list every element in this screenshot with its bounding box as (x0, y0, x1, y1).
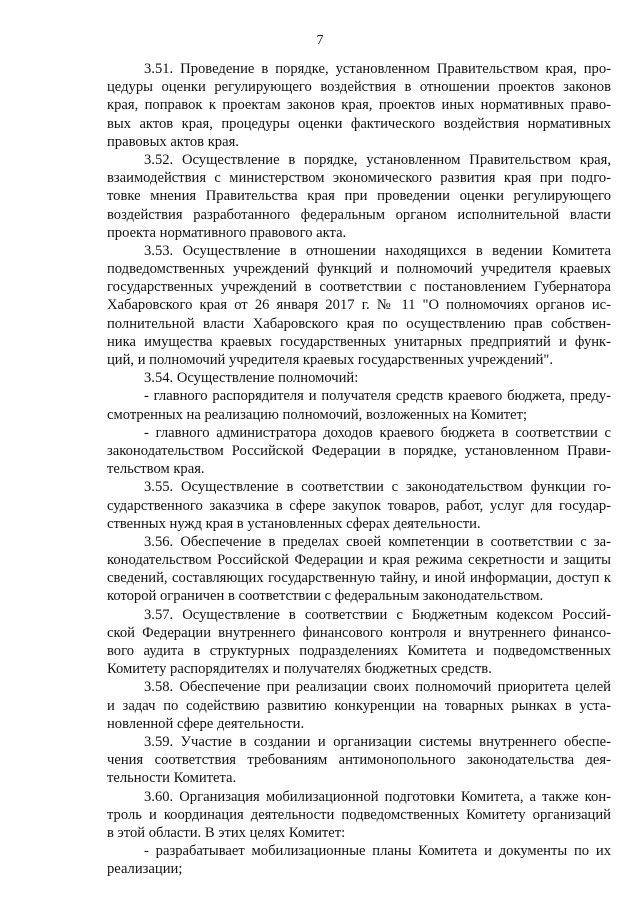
text-line: правовых актов края. (107, 133, 239, 150)
text-line: - главного распорядителя и получателя средств краевого бюджета, преду- (144, 388, 611, 405)
text-line: чения соответствия требованиям антимонопольного законодательства дея- (107, 752, 611, 769)
text-line: 3.58. Обеспечение при реализации своих полномочий приоритета целей (144, 679, 611, 696)
text-line: ской Федерации внутреннего финансового контроля и внутреннего финансо- (107, 624, 611, 641)
text-line: воздействия разработанного федеральным органом исполнительной власти (107, 206, 611, 223)
text-line: взаимодействия с министерством экономического развития края при подго- (107, 170, 611, 187)
text-line: конодательством Российской Федерации и края режима секретности и защиты (107, 552, 611, 569)
text-line: вого аудита в структурных подразделениях Комитета и подведомственных (107, 643, 611, 659)
text-line: ственных нужд края в установленных сферах деятельности. (107, 515, 481, 532)
text-line: сударственного заказчика в сфере закупок товаров, работ, услуг для государ- (107, 497, 611, 514)
text-line: товке мнения Правительства края при проведении оценки регулирующего (107, 188, 611, 205)
text-line: и задач по содействию развитию конкуренции на товарных рынках в уста- (107, 697, 611, 714)
text-line: тельности Комитета. (107, 770, 237, 787)
text-line: цедуры оценки регулирующего воздействия в отношении проектов законов (107, 79, 611, 96)
document-body (107, 60, 611, 878)
text-line: новленной сфере деятельности. (107, 715, 305, 732)
text-line: в этой области. В этих целях Комитет: (107, 824, 346, 841)
text-line: Хабаровского края от 26 января 2017 г. № 11 "О полномочиях органов ис- (107, 297, 611, 314)
text-line: троль и координация деятельности подведомственных Комитету организаций (107, 806, 611, 823)
text-line: тельством края. (107, 461, 205, 478)
text-line: ника имущества краевых государственных унитарных предприятий и функ- (107, 333, 611, 350)
text-line: которой ограничен в соответствии с федеральным законодательством. (107, 588, 544, 605)
text-line: 3.51. Проведение в порядке, установленном Правительством края, про- (144, 61, 611, 77)
text-line: вых актов края, процедуры оценки фактического воздействия нормативных (107, 115, 611, 132)
text-line: полнительной власти Хабаровского края по осуществлению прав собствен- (107, 315, 611, 332)
text-line: проекта нормативного правового акта. (107, 224, 347, 241)
text-line: 3.56. Обеспечение в пределах своей компетенции в соответствии с за- (144, 533, 611, 550)
text-line: 3.55. Осуществление в соответствии с законодательством функции го- (144, 479, 611, 496)
text-line: государственных учреждений в соответствии с постановлением Губернатора (107, 279, 611, 296)
text-line: реализации; (107, 861, 183, 878)
text-line: подведомственных учреждений функций и полномочий учредителя краевых (107, 261, 611, 278)
text-line: законодательством Российской Федерации в порядке, установленном Прави- (107, 442, 611, 459)
text-line: 3.57. Осуществление в соответствии с Бюджетным кодексом Россий- (144, 606, 611, 623)
text-line: - разрабатывает мобилизационные планы Комитета и документы по их (144, 843, 611, 860)
text-line: смотренных на реализацию полномочий, возложенных на Комитет; (107, 406, 528, 423)
text-line: - главного администратора доходов краевого бюджета в соответствии с (144, 424, 611, 441)
text-line: 3.53. Осуществление в отношении находящихся в ведении Комитета (144, 242, 611, 259)
text-line: Комитету распорядителях и получателях бюджетных средств. (107, 661, 492, 678)
page-number: 7 (316, 33, 324, 48)
text-line: 3.60. Организация мобилизационной подготовки Комитета, а также кон- (144, 788, 611, 805)
text-line: 3.59. Участие в создании и организации системы внутреннего обеспе- (144, 733, 611, 750)
text-line: 3.52. Осуществление в порядке, установленном Правительством края, (144, 151, 611, 168)
text-line: ций, и полномочий учредителя краевых государственных учреждений". (107, 352, 553, 368)
text-line: сведений, составляющих государственную тайну, и иной информации, доступ к (107, 570, 611, 587)
text-line: края, поправок к проектам законов края, проектов иных нормативных право- (107, 97, 611, 114)
text-line: 3.54. Осуществление полномочий: (144, 370, 359, 387)
